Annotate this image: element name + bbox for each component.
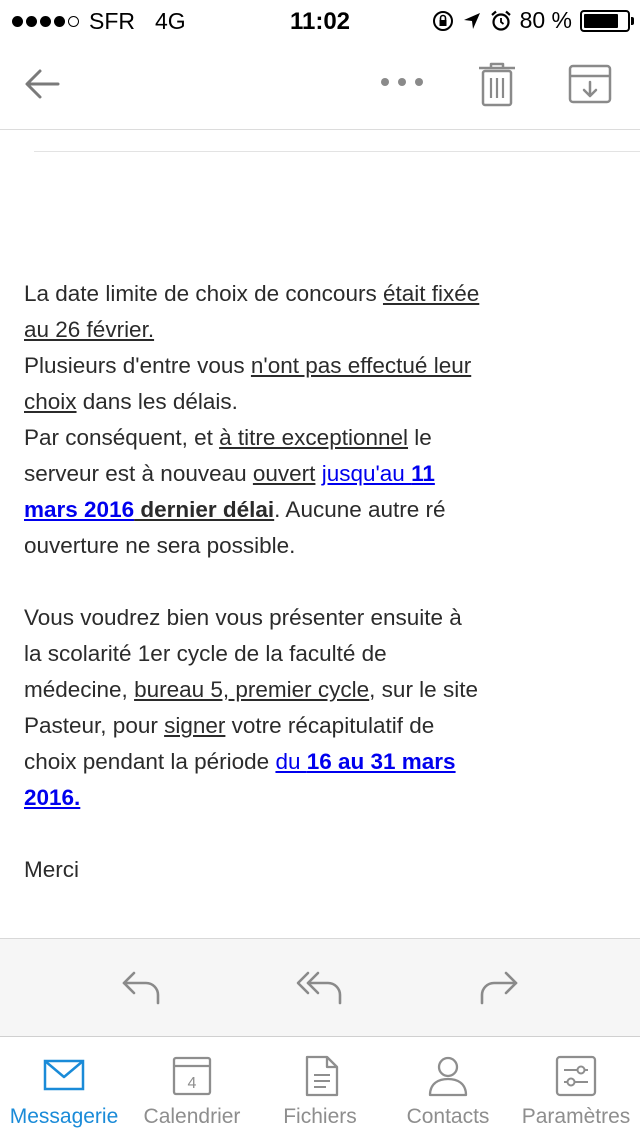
email-text: n'ont pas effectué leur choix xyxy=(24,353,472,414)
reply-icon[interactable] xyxy=(120,967,164,1007)
header-divider xyxy=(34,151,640,152)
email-text: à titre exceptionnel xyxy=(219,425,409,450)
email-text: . Aucune autre ré ouverture ne sera possible. xyxy=(24,497,446,558)
envelope-icon xyxy=(43,1055,85,1095)
email-text: dans les délais. xyxy=(76,389,238,414)
tab-label: Paramètres xyxy=(521,1105,631,1128)
email-text: signer xyxy=(164,713,226,738)
calendar-day: 4 xyxy=(187,1075,197,1092)
network-type: 4G xyxy=(155,8,186,34)
email-text: le serveur est à nouveau xyxy=(24,425,432,486)
forward-icon[interactable] xyxy=(476,967,520,1007)
file-icon xyxy=(301,1055,343,1097)
tab-messagerie[interactable] xyxy=(0,1037,128,1136)
email-link[interactable]: 11 mars 2016 xyxy=(24,461,435,522)
email-body xyxy=(24,276,484,960)
email-text: Merci xyxy=(24,857,79,882)
rotation-lock-icon xyxy=(432,10,454,32)
email-paragraph xyxy=(24,600,484,816)
sliders-icon xyxy=(555,1055,597,1097)
tab-bar xyxy=(0,1036,640,1136)
status-bar xyxy=(0,0,640,40)
email-link[interactable]: du xyxy=(275,749,307,774)
trash-icon[interactable] xyxy=(476,60,518,108)
email-paragraph xyxy=(24,852,484,888)
email-link[interactable]: 16 au 31 mars 2016. xyxy=(24,749,456,810)
tab-contacts[interactable] xyxy=(384,1037,512,1136)
reply-toolbar xyxy=(0,938,640,1036)
tab-fichiers[interactable] xyxy=(256,1037,384,1136)
email-text: Plusieurs d'entre vous xyxy=(24,353,251,378)
more-options-icon[interactable] xyxy=(378,70,428,94)
email-text: Vous voudrez bien vous présenter ensuite à la scolarité 1er cycle de la faculté de médecine, xyxy=(24,605,462,702)
email-paragraph xyxy=(24,276,484,564)
archive-icon[interactable] xyxy=(566,62,614,106)
clock: 11:02 xyxy=(289,8,351,35)
email-text: Par conséquent, et xyxy=(24,425,220,450)
email-link[interactable]: jusqu'au xyxy=(321,461,412,486)
back-arrow-icon[interactable] xyxy=(20,62,64,106)
tab-label: Messagerie xyxy=(9,1105,119,1128)
email-paragraphs xyxy=(24,276,484,888)
tab-label: Calendrier xyxy=(143,1105,241,1128)
tab-label: Fichiers xyxy=(283,1105,357,1128)
alarm-icon xyxy=(490,10,512,32)
location-arrow-icon xyxy=(462,11,482,31)
email-text: bureau 5, premier cycle xyxy=(134,677,370,702)
carrier-name: SFR xyxy=(89,8,135,34)
reply-all-icon[interactable] xyxy=(296,967,346,1007)
battery-percentage: 80 % xyxy=(519,7,572,33)
tab-parametres[interactable] xyxy=(512,1037,640,1136)
email-text: dernier délai xyxy=(134,497,275,522)
tab-calendrier[interactable] xyxy=(128,1037,256,1136)
battery-icon xyxy=(580,10,630,32)
email-text: , sur le site Pasteur, pour xyxy=(24,677,478,738)
tab-label: Contacts xyxy=(406,1105,490,1128)
message-toolbar xyxy=(0,40,640,130)
email-text: ouvert xyxy=(252,461,316,486)
email-text: était fixée au 26 février. xyxy=(24,281,480,342)
calendar-icon xyxy=(171,1055,213,1097)
email-text: votre récapitulatif de choix pendant la période xyxy=(24,713,435,774)
email-text: La date limite de choix de concours xyxy=(24,281,383,306)
person-icon xyxy=(427,1055,469,1097)
